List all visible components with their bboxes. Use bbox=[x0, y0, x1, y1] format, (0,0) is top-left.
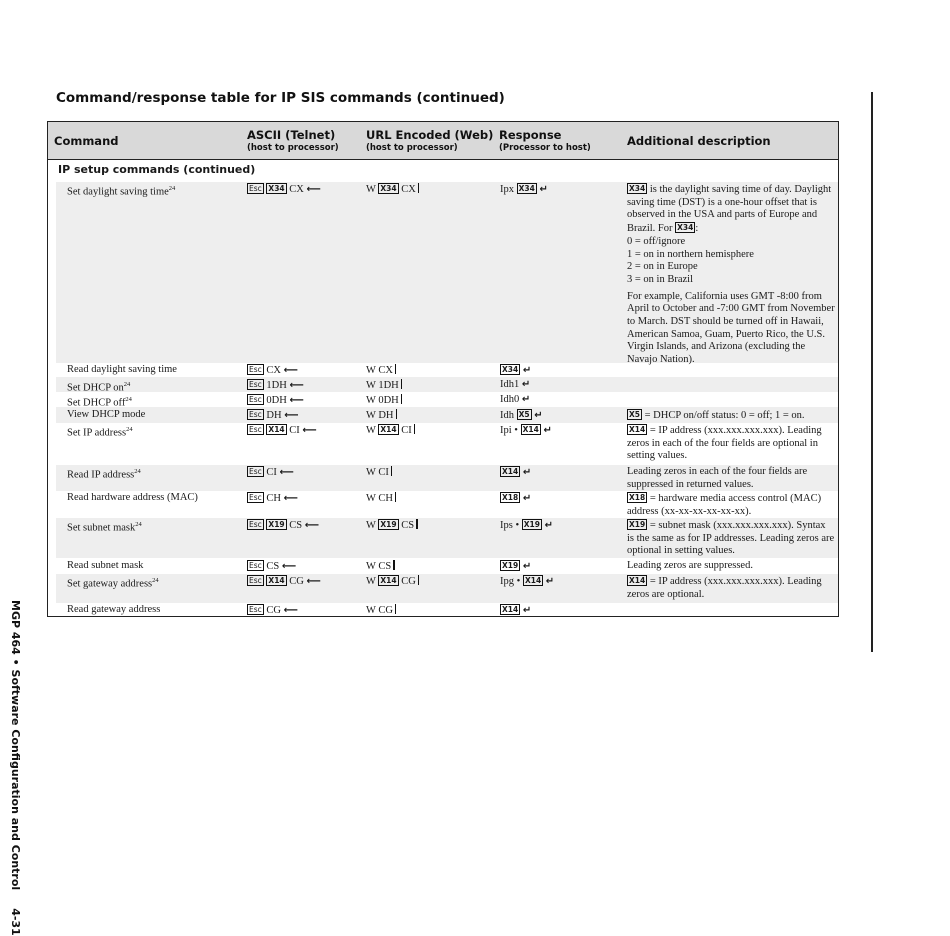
command-code: W CG bbox=[366, 605, 393, 616]
table-header bbox=[48, 122, 838, 160]
response-cell bbox=[500, 519, 628, 533]
command-code: W CI bbox=[366, 467, 389, 478]
esc-key: Esc bbox=[249, 184, 262, 193]
header-description bbox=[627, 134, 771, 148]
ascii-cell bbox=[247, 519, 367, 533]
ascii-cell bbox=[247, 183, 367, 197]
url-cell bbox=[366, 492, 500, 506]
left-arrow-icon: ⟵ bbox=[306, 184, 321, 195]
command-code: CG bbox=[266, 605, 281, 616]
response-cell bbox=[500, 604, 628, 618]
command-cell: View DHCP mode bbox=[67, 409, 146, 420]
ascii-cell bbox=[247, 394, 367, 408]
command-text: Set DHCP off bbox=[67, 397, 126, 409]
header-url-label: URL Encoded (Web) bbox=[366, 128, 494, 142]
command-code: CI bbox=[266, 467, 277, 478]
command-text: Set gateway address bbox=[67, 578, 153, 590]
command-code: W bbox=[366, 184, 376, 195]
command-code: CX bbox=[266, 365, 281, 376]
command-code: W CH bbox=[366, 493, 393, 504]
response-code: Idh bbox=[500, 410, 514, 421]
variable-key: X34 bbox=[268, 184, 285, 193]
left-arrow-icon: ⟵ bbox=[281, 561, 297, 572]
header-description-label: Additional description bbox=[627, 134, 771, 148]
header-ascii-sub: (host to processor) bbox=[247, 143, 339, 153]
variable-key: X14 bbox=[380, 576, 397, 585]
ascii-cell bbox=[247, 379, 367, 393]
pipe-icon bbox=[414, 424, 416, 434]
response-cell bbox=[500, 409, 628, 423]
variable-key: X34 bbox=[502, 365, 519, 374]
variable-key: X34 bbox=[629, 184, 646, 193]
description-cell bbox=[627, 183, 835, 367]
description-text: : bbox=[695, 223, 699, 235]
header-ascii bbox=[247, 128, 339, 153]
pipe-icon bbox=[396, 409, 398, 419]
footnote-ref: 24 bbox=[123, 381, 131, 388]
description-cell: Leading zeros are suppressed. bbox=[627, 560, 753, 571]
ascii-cell bbox=[247, 560, 367, 574]
description-line: 0 = off/ignore bbox=[627, 235, 686, 247]
ascii-cell bbox=[247, 575, 367, 589]
description-line: 2 = on in Europe bbox=[627, 261, 698, 273]
ascii-cell bbox=[247, 364, 367, 378]
response-code: Ips • bbox=[500, 520, 520, 531]
return-arrow-icon: ↵ bbox=[544, 520, 554, 531]
side-label: MGP 464 • Software Configuration and Control bbox=[9, 600, 22, 891]
esc-key: Esc bbox=[249, 380, 262, 389]
header-url-sub: (host to processor) bbox=[366, 143, 458, 153]
left-arrow-icon: ⟵ bbox=[289, 380, 304, 391]
command-code: 0DH bbox=[266, 395, 287, 406]
variable-key: X18 bbox=[502, 493, 519, 502]
esc-key: Esc bbox=[249, 365, 262, 374]
command-code: W bbox=[366, 425, 376, 436]
command-cell bbox=[67, 466, 247, 482]
esc-key: Esc bbox=[249, 410, 262, 419]
left-arrow-icon: ⟵ bbox=[302, 425, 317, 436]
return-arrow-icon: ↵ bbox=[522, 605, 532, 616]
esc-key: Esc bbox=[249, 561, 262, 570]
esc-key: Esc bbox=[249, 493, 262, 502]
left-arrow-icon: ⟵ bbox=[283, 493, 298, 504]
esc-key: Esc bbox=[249, 425, 262, 434]
command-code: CS bbox=[289, 520, 303, 531]
command-code: W CS bbox=[366, 561, 392, 572]
pipe-icon bbox=[395, 492, 397, 502]
left-arrow-icon: ⟵ bbox=[306, 576, 321, 587]
url-cell bbox=[366, 364, 500, 378]
header-command bbox=[54, 134, 119, 148]
command-code: 1DH bbox=[266, 380, 287, 391]
page-title: Command/response table for IP SIS commands (continued) bbox=[56, 90, 505, 106]
return-arrow-icon: ↵ bbox=[522, 365, 532, 376]
return-arrow-icon: ↵ bbox=[521, 394, 531, 405]
return-arrow-icon: ↵ bbox=[522, 493, 532, 504]
variable-key: X5 bbox=[518, 410, 530, 419]
response-code: Ipi • bbox=[500, 425, 518, 436]
description-text: = DHCP on/off status: 0 = off; 1 = on. bbox=[642, 410, 805, 421]
command-code: CI bbox=[401, 425, 412, 436]
ascii-cell bbox=[247, 466, 367, 480]
esc-key: Esc bbox=[249, 576, 262, 585]
header-ascii-label: ASCII (Telnet) bbox=[247, 128, 336, 142]
url-cell bbox=[366, 379, 500, 393]
page-number: 4-31 bbox=[9, 908, 22, 936]
command-code: CH bbox=[266, 493, 281, 504]
right-margin-rule bbox=[871, 92, 873, 652]
command-text: Set daylight saving time bbox=[67, 186, 169, 198]
command-cell bbox=[67, 183, 247, 199]
pipe-icon bbox=[395, 604, 397, 614]
footnote-ref: 24 bbox=[152, 577, 159, 584]
variable-key: X18 bbox=[629, 493, 646, 502]
variable-key: X19 bbox=[268, 520, 285, 529]
pipe-icon bbox=[401, 379, 403, 389]
esc-key: Esc bbox=[249, 520, 262, 529]
header-response bbox=[499, 128, 591, 153]
return-arrow-icon: ↵ bbox=[522, 561, 532, 572]
command-cell bbox=[67, 519, 247, 535]
header-response-label: Response bbox=[499, 128, 562, 142]
command-text: Set DHCP on bbox=[67, 382, 124, 394]
response-cell bbox=[500, 379, 628, 392]
ascii-cell bbox=[247, 492, 367, 506]
pipe-icon bbox=[418, 575, 420, 585]
variable-key: X14 bbox=[524, 576, 542, 585]
description-cell bbox=[627, 575, 835, 601]
return-arrow-icon: ↵ bbox=[522, 467, 532, 478]
description-paragraph bbox=[627, 183, 835, 236]
response-cell bbox=[500, 492, 628, 506]
command-code: W CX bbox=[366, 365, 393, 376]
header-url bbox=[366, 128, 493, 153]
variable-key: X5 bbox=[629, 410, 641, 419]
response-code: Idh0 bbox=[500, 394, 520, 405]
pipe-icon bbox=[416, 519, 418, 529]
command-cell: Read hardware address (MAC) bbox=[67, 492, 198, 503]
left-arrow-icon: ⟵ bbox=[283, 605, 298, 616]
command-cell: Read gateway address bbox=[67, 604, 161, 615]
description-line: 1 = on in northern hemisphere bbox=[627, 248, 754, 260]
response-code: Ipx bbox=[500, 184, 514, 195]
return-arrow-icon: ↵ bbox=[545, 576, 555, 587]
side-running-header bbox=[9, 600, 22, 936]
variable-key: X14 bbox=[522, 425, 539, 434]
command-cell: Read daylight saving time bbox=[67, 364, 177, 375]
description-paragraph: For example, California uses GMT -8:00 from April to October and -7:00 GMT from November to March. DST should be turned off in Hawaii, American Samoa, Guam, Puerto Rico, the U.S. Virgin Islands, and Arizona (excluding the Navajo Nation). bbox=[627, 290, 835, 366]
response-cell bbox=[500, 466, 628, 480]
description-line: 3 = on in Brazil bbox=[627, 273, 693, 285]
description-cell bbox=[627, 492, 835, 518]
left-arrow-icon: ⟵ bbox=[284, 410, 299, 421]
left-arrow-icon: ⟵ bbox=[304, 520, 320, 531]
return-arrow-icon: ↵ bbox=[539, 184, 548, 195]
variable-key: X14 bbox=[268, 425, 285, 434]
footnote-ref: 24 bbox=[134, 468, 141, 475]
url-cell bbox=[366, 519, 500, 533]
variable-key: X14 bbox=[629, 576, 646, 585]
pipe-icon bbox=[395, 364, 397, 374]
variable-key: X14 bbox=[380, 425, 397, 434]
pipe-icon bbox=[391, 466, 393, 476]
description-text: = IP address (xxx.xxx.xxx.xxx). Leading zeros are optional. bbox=[627, 576, 822, 600]
url-cell bbox=[366, 575, 500, 589]
url-cell bbox=[366, 604, 500, 618]
footnote-ref: 24 bbox=[168, 185, 176, 192]
command-text: Read IP address bbox=[67, 469, 135, 481]
command-cell bbox=[67, 394, 247, 410]
description-text: = subnet mask (xxx.xxx.xxx.xxx). Syntax is the same as for IP addresses. Leading zeros are optional in setting values. bbox=[627, 520, 835, 557]
variable-key: X14 bbox=[502, 605, 519, 614]
description-cell bbox=[627, 424, 835, 463]
command-code: W DH bbox=[366, 410, 394, 421]
footnote-ref: 24 bbox=[126, 426, 133, 433]
description-text: = hardware media access control (MAC) address (xx-xx-xx-xx-xx-xx). bbox=[627, 493, 822, 517]
description-text: = IP address (xxx.xxx.xxx.xxx). Leading zeros in each of the four fields are optional in setting values. bbox=[627, 425, 822, 462]
command-text: Set subnet mask bbox=[67, 522, 136, 534]
esc-key: Esc bbox=[249, 395, 262, 404]
return-arrow-icon: ↵ bbox=[543, 425, 552, 436]
response-cell bbox=[500, 424, 628, 438]
return-arrow-icon: ↵ bbox=[534, 410, 543, 421]
command-code: W bbox=[366, 520, 376, 531]
url-cell bbox=[366, 424, 500, 438]
ascii-cell bbox=[247, 409, 367, 423]
command-code: W 0DH bbox=[366, 395, 399, 406]
description-text: is the daylight saving time of day. Daylight saving time (DST) is a one-hour offset that is observed in the USA and parts of Europe and Brazil. For bbox=[627, 184, 832, 235]
esc-key: Esc bbox=[249, 467, 262, 476]
pipe-icon bbox=[401, 394, 403, 404]
description-cell bbox=[627, 519, 835, 558]
command-code: W bbox=[366, 576, 376, 587]
url-cell bbox=[366, 466, 500, 480]
variable-key: X14 bbox=[268, 576, 285, 585]
variable-key: X14 bbox=[502, 467, 519, 476]
command-table bbox=[47, 121, 839, 617]
url-cell bbox=[366, 409, 500, 423]
variable-key: X14 bbox=[629, 425, 646, 434]
variable-key: X19 bbox=[523, 520, 540, 529]
command-text: Set IP address bbox=[67, 427, 127, 439]
command-code: CS bbox=[266, 561, 280, 572]
url-cell bbox=[366, 394, 500, 408]
response-cell bbox=[500, 394, 628, 407]
command-code: CG bbox=[401, 576, 416, 587]
command-code: CG bbox=[289, 576, 304, 587]
response-cell bbox=[500, 575, 628, 589]
response-cell bbox=[500, 183, 628, 197]
footnote-ref: 24 bbox=[125, 396, 132, 403]
ascii-cell bbox=[247, 604, 367, 618]
footnote-ref: 24 bbox=[135, 521, 142, 528]
description-cell bbox=[627, 409, 835, 423]
command-code: CS bbox=[401, 520, 415, 531]
url-cell bbox=[366, 560, 500, 574]
left-arrow-icon: ⟵ bbox=[289, 395, 304, 406]
description-cell: Leading zeros in each of the four fields are suppressed in returned values. bbox=[627, 466, 808, 490]
url-cell bbox=[366, 183, 500, 197]
ascii-cell bbox=[247, 424, 367, 438]
response-cell bbox=[500, 364, 628, 378]
command-cell bbox=[67, 379, 247, 395]
section-title: IP setup commands (continued) bbox=[58, 163, 256, 176]
variable-key: X34 bbox=[380, 184, 397, 193]
variable-key: X19 bbox=[502, 561, 519, 570]
left-arrow-icon: ⟵ bbox=[279, 467, 294, 478]
command-cell: Read subnet mask bbox=[67, 560, 144, 571]
return-arrow-icon: ↵ bbox=[521, 379, 531, 390]
command-code: CX bbox=[289, 184, 304, 195]
variable-key: X19 bbox=[380, 520, 397, 529]
left-arrow-icon: ⟵ bbox=[283, 365, 298, 376]
command-code: CI bbox=[289, 425, 300, 436]
command-cell bbox=[67, 575, 247, 591]
command-cell bbox=[67, 424, 247, 440]
header-response-sub: (Processor to host) bbox=[499, 143, 591, 153]
command-code: W 1DH bbox=[366, 380, 399, 391]
variable-key: X19 bbox=[629, 520, 646, 529]
response-cell bbox=[500, 560, 628, 574]
command-code: DH bbox=[266, 410, 282, 421]
variable-key: X34 bbox=[518, 184, 535, 193]
response-code: Ipg • bbox=[500, 576, 521, 587]
pipe-icon bbox=[418, 183, 420, 193]
command-code: CX bbox=[401, 184, 416, 195]
esc-key: Esc bbox=[249, 605, 262, 614]
variable-key: X34 bbox=[677, 223, 694, 233]
pipe-icon bbox=[393, 560, 395, 570]
header-command-label: Command bbox=[54, 134, 119, 148]
response-code: Idh1 bbox=[500, 379, 520, 390]
